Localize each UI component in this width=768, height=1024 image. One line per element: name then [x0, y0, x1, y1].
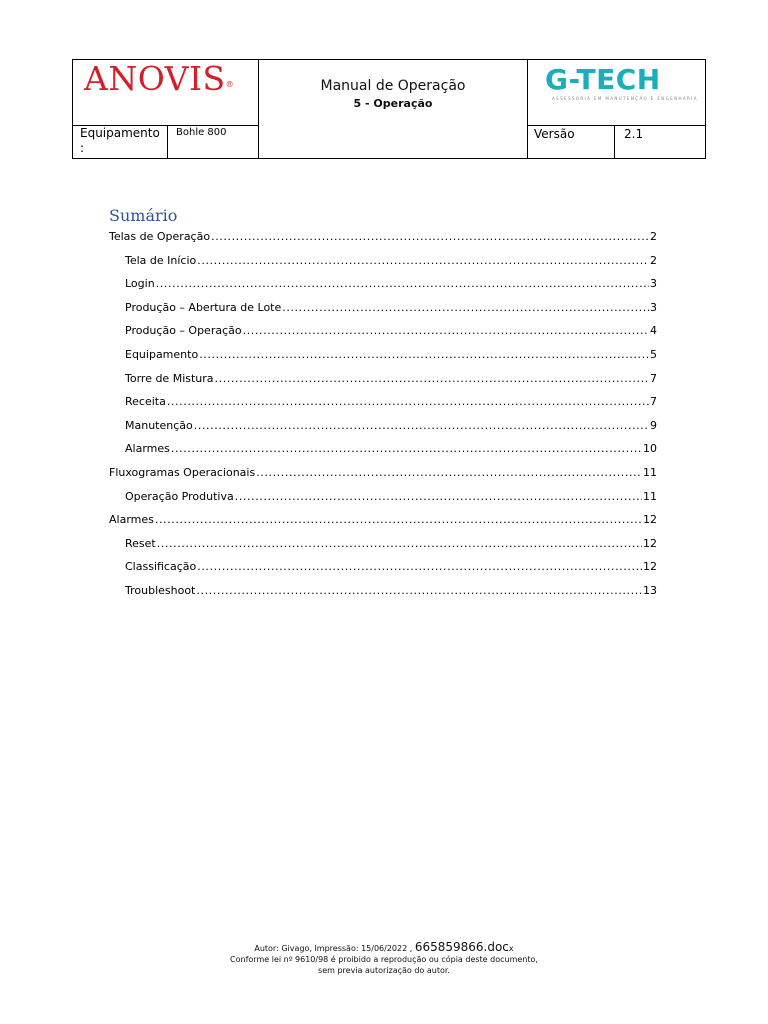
- toc-entry[interactable]: [109, 419, 657, 443]
- footer-author-line: Autor: Givago, Impressão: 15/06/2022 , 665859866.docx: [254, 940, 514, 954]
- toc-entry-page: 12: [643, 560, 657, 574]
- toc-entry-label: Tela de Início: [125, 253, 197, 267]
- toc-entry-label: Login: [125, 277, 155, 291]
- toc-entry-label: Operação Produtiva: [125, 489, 234, 503]
- toc-entry-page: 4: [650, 324, 657, 338]
- equipment-label: Equipamento :: [73, 126, 168, 159]
- toc-entry-page: 3: [650, 300, 657, 314]
- toc-leader-dots: [243, 324, 649, 337]
- toc-entry-page: 10: [643, 442, 657, 456]
- toc-leader-dots: [155, 513, 642, 526]
- toc-entry-page: 7: [650, 371, 657, 385]
- version-value: 2.1: [615, 126, 706, 159]
- toc-title: Sumário: [109, 206, 178, 225]
- title-cell: [259, 60, 528, 159]
- toc-entry[interactable]: [109, 230, 657, 254]
- toc-entry-label: Manutenção: [125, 418, 193, 432]
- toc-entry-label: Fluxogramas Operacionais: [109, 465, 256, 479]
- anovis-logo: ANOVIS®: [84, 59, 235, 98]
- toc-leader-dots: [215, 372, 649, 385]
- toc-leader-dots: [196, 584, 642, 597]
- toc-leader-dots: [235, 490, 642, 503]
- toc-entry[interactable]: [109, 277, 657, 301]
- toc-entry-label: Alarmes: [125, 442, 170, 456]
- toc-leader-dots: [199, 348, 649, 361]
- toc-leader-dots: [256, 466, 642, 479]
- toc-leader-dots: [211, 230, 649, 243]
- document-header: [72, 59, 706, 159]
- footer-permission-line: sem previa autorização do autor.: [318, 966, 450, 975]
- gtech-logo: G-TECH: [545, 63, 661, 96]
- toc-entry[interactable]: [109, 513, 657, 537]
- toc-entry-label: Alarmes: [109, 513, 154, 527]
- toc-entry[interactable]: [109, 584, 657, 608]
- toc-entry[interactable]: [109, 537, 657, 561]
- toc-entry[interactable]: [109, 254, 657, 278]
- toc-entry[interactable]: [109, 560, 657, 584]
- toc-entry-page: 12: [643, 513, 657, 527]
- toc-entry[interactable]: [109, 442, 657, 466]
- toc-leader-dots: [194, 419, 649, 432]
- toc-entry[interactable]: [109, 395, 657, 419]
- toc-entry-page: 12: [643, 536, 657, 550]
- toc-entry[interactable]: [109, 490, 657, 514]
- toc-entry[interactable]: [109, 348, 657, 372]
- toc-entry-label: Receita: [125, 395, 166, 409]
- document-title: Manual de Operação: [320, 78, 466, 94]
- toc-entry-page: 3: [650, 277, 657, 291]
- toc-entry-label: Reset: [125, 536, 156, 550]
- toc-leader-dots: [171, 442, 642, 455]
- toc-entry-label: Equipamento: [125, 347, 199, 361]
- document-subtitle: 5 - Operação: [353, 97, 433, 110]
- toc-entry-page: 13: [643, 583, 657, 597]
- toc-entry[interactable]: [109, 301, 657, 325]
- toc-leader-dots: [197, 560, 642, 573]
- toc-leader-dots: [156, 277, 649, 290]
- toc-entry-label: Classificação: [125, 560, 197, 574]
- toc-entry-page: 11: [643, 465, 657, 479]
- toc-leader-dots: [167, 395, 649, 408]
- toc-leader-dots: [197, 254, 649, 267]
- toc-entry-label: Produção – Operação: [125, 324, 242, 338]
- footer-copyright-line: Conforme lei nº 9610/98 é proibido a reprodução ou cópia deste documento,: [230, 955, 538, 964]
- toc-entry-page: 11: [643, 489, 657, 503]
- gtech-logo-cell: [528, 60, 706, 126]
- toc-entry-label: Telas de Operação: [109, 230, 211, 243]
- version-label: Versão: [528, 126, 615, 159]
- toc-entry-page: 5: [650, 347, 657, 361]
- toc-entry-page: 2: [650, 230, 657, 243]
- footer-filename: 665859866.doc: [414, 940, 509, 954]
- toc-entry-label: Troubleshoot: [125, 583, 196, 597]
- gtech-tagline: ASSESSORIA EM MANUTENÇÃO E ENGENHARIA: [552, 96, 698, 101]
- toc-entry-label: Torre de Mistura: [125, 371, 214, 385]
- anovis-logo-cell: [73, 60, 259, 126]
- toc-leader-dots: [157, 537, 642, 550]
- toc-entry[interactable]: [109, 372, 657, 396]
- toc-entry-label: Produção – Abertura de Lote: [125, 300, 282, 314]
- toc-entry[interactable]: [109, 324, 657, 348]
- toc-entry-page: 9: [650, 418, 657, 432]
- equipment-value: Bohle 800: [168, 126, 259, 159]
- toc-entry[interactable]: [109, 466, 657, 490]
- toc-entry-page: 2: [650, 253, 657, 267]
- toc-entry-page: 7: [650, 395, 657, 409]
- page-footer: [0, 942, 768, 976]
- toc-leader-dots: [282, 301, 649, 314]
- table-of-contents: [109, 230, 657, 608]
